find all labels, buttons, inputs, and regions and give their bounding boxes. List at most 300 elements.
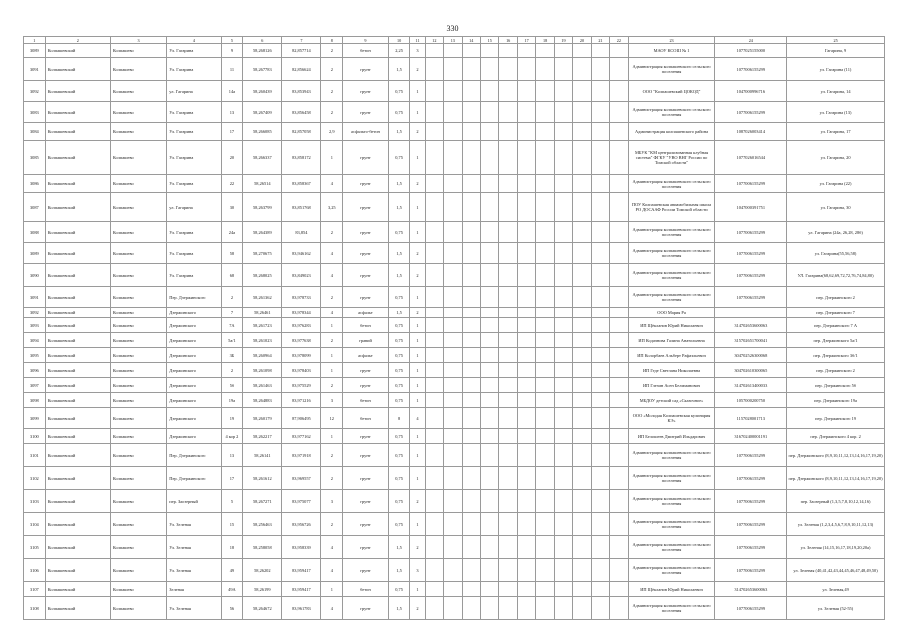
table-cell: 82,857058 (282, 123, 321, 141)
table-cell: Пер. Дзержинского (167, 467, 221, 490)
table-cell: Ул. Гагарина (167, 141, 221, 175)
table-cell: пер. Дзержинского 4 кор. 2 (787, 429, 885, 444)
table-cell: 1077006155299 (715, 222, 787, 243)
table-cell: 0,75 (388, 467, 410, 490)
table-cell: ул. Гагарина (167, 193, 221, 222)
table-cell (425, 102, 443, 123)
table-cell: Колпашево (110, 58, 166, 81)
table-cell (444, 58, 462, 81)
table-cell (591, 559, 609, 582)
table-cell: Колпашево (110, 141, 166, 175)
table-cell: Ул. Гагарина (167, 58, 221, 81)
table-cell (573, 222, 591, 243)
table-cell: 2 (410, 58, 425, 81)
table-cell: 58,256463 (243, 513, 282, 536)
table-cell (591, 582, 609, 597)
table-cell (591, 429, 609, 444)
table-cell: ул. Гагарина, 30 (787, 193, 885, 222)
table-cell (536, 264, 554, 287)
table-cell: пер. Дзержинского 19 (787, 408, 885, 429)
table-cell (444, 222, 462, 243)
table-row (24, 582, 885, 597)
table-cell: 12 (321, 408, 343, 429)
table-cell: ул. Гагарина, 20 (787, 141, 885, 175)
table-cell: 4 (321, 243, 343, 264)
table-cell: 0,75 (388, 102, 410, 123)
table-cell: ул. Гагарина (11) (787, 58, 885, 81)
table-cell (610, 378, 628, 393)
column-number-cell: 22 (610, 37, 628, 44)
table-cell (444, 429, 462, 444)
table-cell (517, 308, 535, 318)
table-cell: ИП Глезин Асен Белмманович (628, 378, 715, 393)
table-cell: Ул. Гагарина (167, 102, 221, 123)
table-cell (462, 44, 480, 58)
table-cell (499, 318, 517, 333)
table-cell (573, 408, 591, 429)
table-cell: 18 (221, 536, 243, 559)
table-cell (480, 513, 498, 536)
table-cell (536, 222, 554, 243)
table-cell (573, 378, 591, 393)
table-cell: 1077006155299 (715, 243, 787, 264)
table-cell: грунт (343, 81, 389, 102)
table-cell (444, 467, 462, 490)
table-cell: Колпашевский (45, 287, 110, 308)
table-cell (462, 264, 480, 287)
table-cell (517, 243, 535, 264)
table-cell: Администрация колпашевского сельского поселения (628, 444, 715, 467)
table-cell (610, 318, 628, 333)
table-cell: 1,5 (388, 308, 410, 318)
table-cell (462, 378, 480, 393)
table-cell: Колпашево (110, 102, 166, 123)
table-cell (610, 222, 628, 243)
table-cell (573, 444, 591, 467)
table-cell (591, 333, 609, 348)
table-cell (554, 429, 572, 444)
table-cell (462, 287, 480, 308)
table-cell: 3094 (24, 333, 46, 348)
table-cell: ИП Колорбаев Альберт Рафаэльевич (628, 348, 715, 363)
table-cell (536, 348, 554, 363)
table-cell (591, 264, 609, 287)
table-cell (517, 81, 535, 102)
table-cell: Колпашевский (45, 597, 110, 620)
table-cell (610, 429, 628, 444)
table-cell (610, 308, 628, 318)
table-cell (480, 44, 498, 58)
table-cell (554, 393, 572, 408)
table-cell (554, 264, 572, 287)
table-cell: 3084 (24, 123, 46, 141)
table-row (24, 123, 885, 141)
table-cell: Ул. Гагарина (167, 222, 221, 243)
table-cell: 0,75 (388, 429, 410, 444)
table-cell (462, 102, 480, 123)
table-cell (517, 264, 535, 287)
table-cell: 58,267409 (243, 102, 282, 123)
table-cell: 1 (410, 393, 425, 408)
table-cell (573, 363, 591, 378)
table-row (24, 222, 885, 243)
table-cell: 58,266337 (243, 141, 282, 175)
table-cell: Гагарина, 9 (787, 44, 885, 58)
table-cell: пер. Заозерный (167, 490, 221, 513)
table-cell: 4 кор 2 (221, 429, 243, 444)
table-cell: грунт (343, 243, 389, 264)
table-cell (573, 582, 591, 597)
table-cell: 3085 (24, 141, 46, 175)
table-cell: Дзержинского (167, 348, 221, 363)
table-cell: 2 (321, 44, 343, 58)
table-cell: 19а (221, 393, 243, 408)
table-cell: 315702651700041 (715, 333, 787, 348)
table-cell (425, 58, 443, 81)
table-cell (462, 175, 480, 193)
table-cell (610, 536, 628, 559)
column-number-cell: 11 (410, 37, 425, 44)
table-cell (499, 429, 517, 444)
table-cell: ул. Гагарина, 17 (787, 123, 885, 141)
table-cell (554, 490, 572, 513)
column-number-cell: 12 (425, 37, 443, 44)
table-cell (517, 102, 535, 123)
table-cell (444, 123, 462, 141)
table-cell (480, 141, 498, 175)
table-cell (499, 308, 517, 318)
column-number-cell: 4 (167, 37, 221, 44)
table-cell (517, 429, 535, 444)
table-cell: 1077006155299 (715, 175, 787, 193)
table-cell (536, 81, 554, 102)
table-cell (610, 287, 628, 308)
table-cell (444, 44, 462, 58)
table-cell: ООО «Молодая Колпашевская кулинария КЭ» (628, 408, 715, 429)
table-cell: 4 (321, 536, 343, 559)
table-cell (536, 44, 554, 58)
table-cell (591, 102, 609, 123)
table-cell: 1 (410, 102, 425, 123)
table-cell (610, 81, 628, 102)
table-cell: ИП Щёкланов Юрий Николаевич (628, 318, 715, 333)
table-cell (425, 363, 443, 378)
table-cell: 2 (410, 490, 425, 513)
table-cell: 3107 (24, 582, 46, 597)
table-cell (480, 597, 498, 620)
table-cell: Ул. Гагарина (167, 123, 221, 141)
table-cell: 1087026003414 (715, 123, 787, 141)
table-cell (554, 467, 572, 490)
table-cell (517, 318, 535, 333)
table-row (24, 536, 885, 559)
table-cell (610, 467, 628, 490)
table-cell: 13 (221, 102, 243, 123)
table-cell: 24а (221, 222, 243, 243)
table-cell: грунт (343, 559, 389, 582)
table-cell (517, 363, 535, 378)
table-cell (462, 513, 480, 536)
table-row (24, 102, 885, 123)
table-cell (536, 429, 554, 444)
table-cell (480, 243, 498, 264)
table-cell (425, 429, 443, 444)
table-cell: 56 (221, 597, 243, 620)
table-cell: Колпашево (110, 536, 166, 559)
table-cell: пер. Дзержинского (8,9,10,11,12,13,14,16,17,19,20) (787, 467, 885, 490)
table-cell (573, 348, 591, 363)
table-cell: 1077006155299 (715, 58, 787, 81)
table-cell (444, 264, 462, 287)
table-cell: 1 (410, 429, 425, 444)
table-cell (499, 141, 517, 175)
table-cell: Колпашево (110, 287, 166, 308)
table-cell: 4 (321, 308, 343, 318)
table-cell: 4 (321, 559, 343, 582)
table-cell: 1,5 (388, 536, 410, 559)
table-cell (536, 193, 554, 222)
table-cell (517, 513, 535, 536)
table-cell (591, 536, 609, 559)
column-number-cell: 20 (573, 37, 591, 44)
table-cell (425, 536, 443, 559)
table-cell (517, 348, 535, 363)
table-cell: 83,976283 (282, 318, 321, 333)
table-cell (536, 393, 554, 408)
table-cell: Колпашевский (45, 58, 110, 81)
table-cell (536, 318, 554, 333)
table-cell (444, 378, 462, 393)
table-cell (444, 559, 462, 582)
table-cell (444, 393, 462, 408)
table-cell (536, 58, 554, 81)
table-cell: ИП Щёкланов Юрий Николаевич (628, 582, 715, 597)
table-cell: Колпашевский (45, 243, 110, 264)
table-cell: Дзержинского (167, 363, 221, 378)
table-cell (462, 243, 480, 264)
table-cell: 83,971216 (282, 393, 321, 408)
table-cell (554, 193, 572, 222)
table-cell: 58,262217 (243, 429, 282, 444)
table-cell: 2 (321, 467, 343, 490)
table-cell (462, 429, 480, 444)
table-cell (499, 348, 517, 363)
table-cell (425, 308, 443, 318)
table-cell: Дзержинского (167, 408, 221, 429)
table-cell: Колпашевский (45, 333, 110, 348)
table-cell (480, 429, 498, 444)
table-cell (591, 513, 609, 536)
table-cell: Колпашево (110, 333, 166, 348)
table-cell: Колпашево (110, 378, 166, 393)
table-cell: пер. Дзержинского 5а/1 (787, 333, 885, 348)
table-cell (554, 333, 572, 348)
table-cell: грунт (343, 193, 389, 222)
table-cell: 58,26141 (243, 444, 282, 467)
table-cell: 3099 (24, 408, 46, 429)
table-cell: 83,856458 (282, 102, 321, 123)
table-cell (536, 490, 554, 513)
table-cell (517, 467, 535, 490)
table-cell (610, 193, 628, 222)
table-cell (444, 444, 462, 467)
table-cell: 83,959417 (282, 559, 321, 582)
table-cell: 83,977162 (282, 429, 321, 444)
table-cell (517, 44, 535, 58)
table-cell (573, 287, 591, 308)
column-number-cell: 1 (24, 37, 46, 44)
table-cell (517, 444, 535, 467)
table-row (24, 243, 885, 264)
table-cell (591, 393, 609, 408)
table-cell: Колпашево (110, 264, 166, 287)
table-cell (573, 123, 591, 141)
table-cell (554, 175, 572, 193)
table-row (24, 408, 885, 429)
table-cell: ул. Зеленая (40,41,42,43,44,45,46,47,48,49,50) (787, 559, 885, 582)
table-cell: 3100 (24, 429, 46, 444)
table-cell: 49 (221, 559, 243, 582)
table-cell (425, 490, 443, 513)
table-cell: грунт (343, 467, 389, 490)
table-cell: 13 (221, 444, 243, 467)
table-cell (444, 597, 462, 620)
table-cell: 1 (410, 333, 425, 348)
table-cell: Администрация колпашевского сельского поселения (628, 536, 715, 559)
table-cell: бетон (343, 393, 389, 408)
table-cell: грунт (343, 102, 389, 123)
table-cell: 58,266085 (243, 123, 282, 141)
table-cell: Колпашевский (45, 444, 110, 467)
table-cell: Ул. Гагарина (167, 243, 221, 264)
table-cell (480, 348, 498, 363)
table-cell: пер. Дзержинского 5б (787, 378, 885, 393)
table-cell (499, 264, 517, 287)
table-cell: Колпашевский (45, 393, 110, 408)
table-cell (610, 44, 628, 58)
table-cell: 3 (410, 44, 425, 58)
table-cell (462, 408, 480, 429)
table-cell: Колпашевский (45, 81, 110, 102)
table-cell: 314702653600063 (715, 582, 787, 597)
table-cell (462, 141, 480, 175)
table-row (24, 193, 885, 222)
table-cell: Ул. Зеленая (167, 597, 221, 620)
table-cell: 2,9 (321, 123, 343, 141)
table-row (24, 141, 885, 175)
table-cell: 83,978733 (282, 287, 321, 308)
table-cell (554, 287, 572, 308)
table-cell: 2 (410, 536, 425, 559)
table-cell: Колпашевский (45, 308, 110, 318)
table-cell: 1077006155299 (715, 559, 787, 582)
table-cell: 83,969557 (282, 467, 321, 490)
table-cell: Колпашево (110, 44, 166, 58)
table-cell: УЛ. Гагарина(68,62,69,72,72,76,74,84,80) (787, 264, 885, 287)
table-cell: 3Б (221, 348, 243, 363)
table-cell: Колпашевский (45, 348, 110, 363)
table-row (24, 175, 885, 193)
table-cell (610, 348, 628, 363)
table-cell: 1 (321, 141, 343, 175)
table-cell: 1047000996716 (715, 81, 787, 102)
table-cell (462, 393, 480, 408)
table-cell: Администрация колпашевского сельского поселения (628, 264, 715, 287)
table-cell: 0,75 (388, 363, 410, 378)
table-cell: грунт (343, 536, 389, 559)
table-cell (480, 308, 498, 318)
table-cell (425, 318, 443, 333)
table-cell (517, 175, 535, 193)
table-cell: 15 (221, 513, 243, 536)
table-cell (591, 287, 609, 308)
table-cell: 2 (410, 308, 425, 318)
table-cell: 58 (221, 243, 243, 264)
table-cell (425, 467, 443, 490)
table-cell (444, 582, 462, 597)
table-cell (480, 536, 498, 559)
table-cell: 1077025155000 (715, 44, 787, 58)
table-cell (715, 308, 787, 318)
table-cell (425, 582, 443, 597)
table-cell: 83,854 (282, 222, 321, 243)
table-cell: Колпашевский (45, 175, 110, 193)
table-cell: 58,26461 (243, 308, 282, 318)
table-cell (610, 513, 628, 536)
table-cell (517, 222, 535, 243)
table-cell (444, 287, 462, 308)
table-cell: 58,261612 (243, 467, 282, 490)
column-number-cell: 5 (221, 37, 243, 44)
table-cell: 0,75 (388, 393, 410, 408)
table-cell: грунт (343, 141, 389, 175)
table-cell (554, 58, 572, 81)
table-cell (480, 582, 498, 597)
column-number-cell: 15 (480, 37, 498, 44)
table-cell: 316702400001191 (715, 429, 787, 444)
table-cell (462, 333, 480, 348)
table-cell: 58,26202 (243, 559, 282, 582)
table-cell: Колпашевский (45, 363, 110, 378)
table-cell (480, 393, 498, 408)
table-cell (610, 141, 628, 175)
table-cell (536, 582, 554, 597)
table-cell (425, 123, 443, 141)
table-cell: 1 (410, 513, 425, 536)
table-cell: 4 (321, 597, 343, 620)
table-cell: 83,961783 (282, 597, 321, 620)
table-cell: 11 (221, 58, 243, 81)
table-cell (536, 536, 554, 559)
table-cell: бетон (343, 408, 389, 429)
table-cell: гравий (343, 333, 389, 348)
table-cell (610, 597, 628, 620)
table-cell: 1,5 (388, 58, 410, 81)
table-cell (591, 444, 609, 467)
table-cell (554, 444, 572, 467)
table-cell: 3089 (24, 243, 46, 264)
table-cell: 58,261023 (243, 333, 282, 348)
table-cell (610, 123, 628, 141)
table-cell (499, 513, 517, 536)
table-cell (591, 490, 609, 513)
table-cell: 0,75 (388, 222, 410, 243)
table-cell: 58,261463 (243, 378, 282, 393)
table-cell (462, 559, 480, 582)
table-cell: 14а (221, 81, 243, 102)
table-cell (517, 582, 535, 597)
table-cell: ул. Гагарина (13) (787, 102, 885, 123)
